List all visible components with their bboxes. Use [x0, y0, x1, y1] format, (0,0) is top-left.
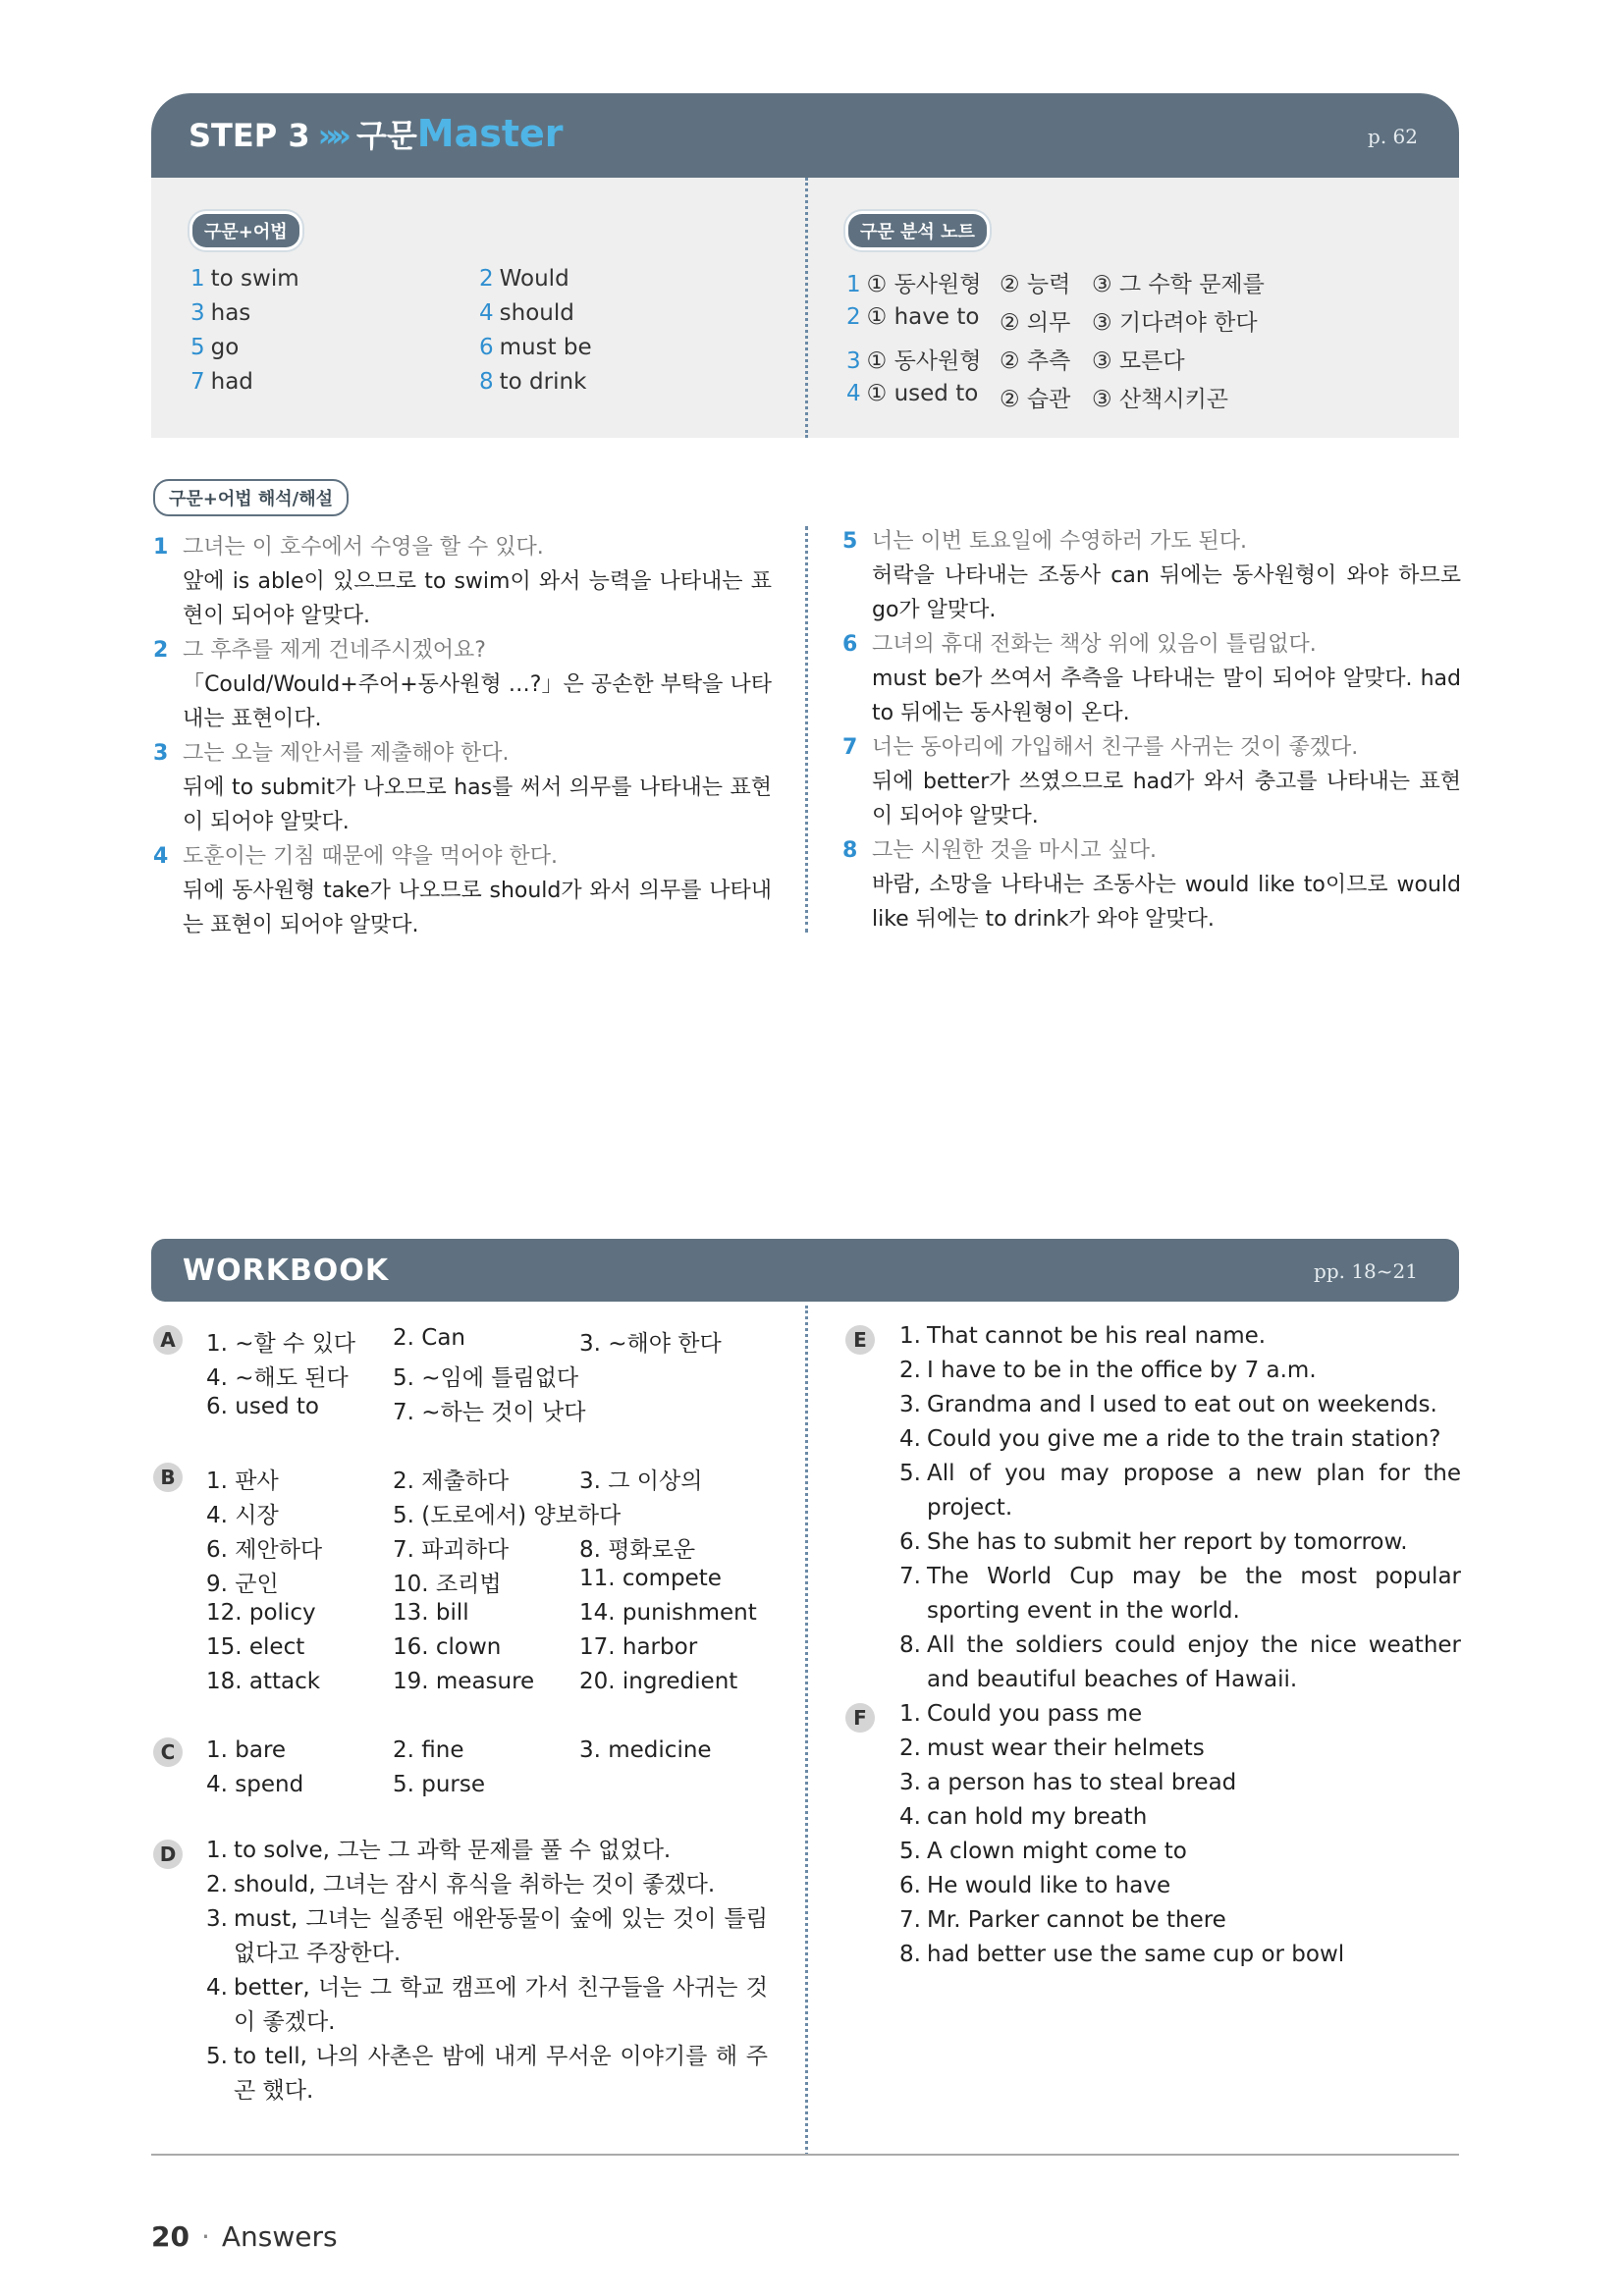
list-item: 2. should, 그녀는 잠시 휴식을 취하는 것이 좋겠다.: [206, 1872, 716, 1897]
list-item: 5. to tell, 나의 사촌은 밤에 내게 무서운 이야기를 해 주곤 했다.: [206, 2044, 768, 2104]
section-a-answer: 1. ~할 수 있다: [206, 1331, 356, 1357]
section-b-answer: 5. (도로에서) 양보하다: [393, 1503, 622, 1528]
analysis-row: 1 ① 동사원형: [846, 272, 982, 297]
page-number: 20: [151, 2220, 189, 2253]
list-item: 3. must, 그녀는 실종된 애완동물이 숲에 있는 것이 틀림없다고 주장한다.: [206, 1906, 768, 1966]
section-b-answer: 20. ingredient: [579, 1669, 738, 1694]
list-item: 1. That cannot be his real name.: [899, 1323, 1267, 1349]
section-b-answer: 19. measure: [393, 1669, 535, 1694]
section-c-answer: 2. fine: [393, 1737, 464, 1763]
section-b-marker: B: [153, 1463, 183, 1492]
grammar-answer: 2 Would: [479, 266, 569, 292]
section-d-list: [206, 1834, 768, 2109]
section-b-answer: 9. 군인: [206, 1572, 279, 1597]
section-b-answer: 17. harbor: [579, 1634, 698, 1660]
list-item: 1. to solve, 그는 그 과학 문제를 풀 수 없었다.: [206, 1838, 672, 1863]
section-e-marker: E: [845, 1325, 875, 1355]
double-chevron-icon: »»: [317, 117, 345, 154]
list-item: 4. better, 너는 그 학교 캠프에 가서 친구들을 사귀는 것이 좋겠다.: [206, 1975, 768, 2035]
step-label: STEP 3: [189, 117, 310, 154]
analysis-row: ③ 기다려야 한다: [1092, 310, 1258, 336]
section-d-marker: D: [153, 1840, 183, 1869]
step3-page-ref: p. 62: [1368, 125, 1418, 148]
explanation-badge: 구문+어법 해석/해설: [153, 479, 349, 516]
explanations-right: [842, 524, 1461, 936]
summary-divider: [805, 178, 808, 438]
explanation-divider: [805, 526, 808, 933]
list-item: 2. I have to be in the office by 7 a.m.: [899, 1358, 1317, 1383]
analysis-row: 4 ① used to: [846, 381, 979, 406]
list-item: 2. must wear their helmets: [899, 1735, 1205, 1761]
footer-section: Answers: [221, 2220, 338, 2253]
step-title-en: Master: [416, 112, 564, 155]
section-f-marker: F: [845, 1703, 875, 1733]
list-item: 3. a person has to steal bread: [899, 1770, 1237, 1795]
list-item: 5. A clown might come to: [899, 1839, 1187, 1864]
list-item: 6. She has to submit her report by tomorrow.: [899, 1529, 1408, 1555]
section-b-answer: 8. 평화로운: [579, 1537, 696, 1563]
section-b-answer: 14. punishment: [579, 1600, 757, 1626]
explanation-item: 1 그녀는 이 호수에서 수영을 할 수 있다. 앞에 is able이 있으므로 to swim이 와서 능력을 나타내는 표현이 되어야 알맞다.: [153, 535, 772, 628]
section-a-answer: 7. ~하는 것이 낫다: [393, 1400, 586, 1425]
section-b-answer: 1. 판사: [206, 1468, 279, 1494]
section-b-answer: 10. 조리법: [393, 1572, 502, 1597]
section-c-marker: C: [153, 1737, 183, 1767]
grammar-answer: 3 has: [190, 300, 251, 326]
list-item: 1. Could you pass me: [899, 1701, 1143, 1727]
explanation-item: 7 너는 동아리에 가입해서 친구를 사귀는 것이 좋겠다. 뒤에 better가 쓰였으므로 had가 와서 충고를 나타내는 표현이 되어야 알맞다.: [842, 735, 1461, 828]
grammar-answer: 4 should: [479, 300, 574, 326]
analysis-row: ③ 산책시키곤: [1092, 387, 1229, 412]
grammar-answer: 5 go: [190, 335, 240, 360]
analysis-row: ③ 그 수학 문제를: [1092, 272, 1265, 297]
section-f-list: [899, 1697, 1461, 1972]
list-item: 4. can hold my breath: [899, 1804, 1148, 1830]
section-e-list: [899, 1319, 1461, 1697]
footer-rule: [151, 2154, 1459, 2156]
section-b-answer: 6. 제안하다: [206, 1537, 323, 1563]
analysis-badge: 구문 분석 노트: [848, 214, 987, 247]
section-a-answer: 6. used to: [206, 1394, 319, 1419]
step3-title: [189, 111, 564, 156]
section-c-answer: 1. bare: [206, 1737, 287, 1763]
section-a-answer: 4. ~해도 된다: [206, 1365, 349, 1391]
analysis-row: ② 능력: [1000, 272, 1071, 297]
list-item: 4. Could you give me a ride to the train station?: [899, 1426, 1441, 1452]
grammar-badge: 구문+어법: [192, 214, 299, 247]
list-item: 8. All the soldiers could enjoy the nice weather and beautiful beaches of Hawaii.: [899, 1632, 1461, 1692]
explanation-item: 5 너는 이번 토요일에 수영하러 가도 된다. 허락을 나타내는 조동사 can 뒤에는 동사원형이 와야 하므로 go가 알맞다.: [842, 529, 1461, 622]
explanation-item: 4 도훈이는 기침 때문에 약을 먹어야 한다. 뒤에 동사원형 take가 나오므로 should가 와서 의무를 나타내는 표현이 되어야 알맞다.: [153, 844, 772, 937]
analysis-row: ② 의무: [1000, 310, 1071, 336]
workbook-title: WORKBOOK: [183, 1254, 390, 1288]
section-a-marker: A: [153, 1325, 183, 1355]
grammar-answer: 8 to drink: [479, 369, 587, 395]
analysis-row: ② 습관: [1000, 387, 1071, 412]
list-item: 7. Mr. Parker cannot be there: [899, 1907, 1226, 1933]
section-a-answer: 5. ~임에 틀림없다: [393, 1365, 579, 1391]
section-b-answer: 7. 파괴하다: [393, 1537, 510, 1563]
list-item: 7. The World Cup may be the most popular sporting event in the world.: [899, 1564, 1461, 1624]
list-item: 3. Grandma and I used to eat out on weekends.: [899, 1392, 1437, 1417]
workbook-header: [151, 1239, 1459, 1302]
section-b-answer: 4. 시장: [206, 1503, 279, 1528]
section-b-answer: 2. 제출하다: [393, 1468, 510, 1494]
analysis-row: ③ 모른다: [1092, 348, 1185, 374]
analysis-row: ② 추측: [1000, 348, 1071, 374]
section-c-answer: 5. purse: [393, 1772, 486, 1797]
list-item: 6. He would like to have: [899, 1873, 1171, 1898]
section-b-answer: 18. attack: [206, 1669, 321, 1694]
grammar-answer: 6 must be: [479, 335, 592, 360]
explanation-item: 6 그녀의 휴대 전화는 책상 위에 있음이 틀림없다. must be가 쓰여서 추측을 나타내는 말이 되어야 알맞다. had to 뒤에는 동사원형이 온다.: [842, 632, 1461, 725]
step-title-ko: 구문: [355, 117, 417, 154]
page-footer: [151, 2220, 338, 2253]
explanation-item: 3 그는 오늘 제안서를 제출해야 한다. 뒤에 to submit가 나오므로 has를 써서 의무를 나타내는 표현이 되어야 알맞다.: [153, 741, 772, 834]
analysis-row: 3 ① 동사원형: [846, 348, 982, 374]
workbook-page-ref: pp. 18~21: [1314, 1259, 1418, 1283]
explanation-item: 2 그 후추를 제게 건네주시겠어요? 「Could/Would+주어+동사원형 …?」은 공손한 부탁을 나타내는 표현이다.: [153, 638, 772, 731]
section-b-answer: 3. 그 이상의: [579, 1468, 703, 1494]
step3-header: [151, 93, 1459, 178]
section-b-answer: 16. clown: [393, 1634, 502, 1660]
list-item: 8. had better use the same cup or bowl: [899, 1942, 1345, 1967]
section-a-answer: 3. ~해야 한다: [579, 1331, 722, 1357]
explanation-item: 8 그는 시원한 것을 마시고 싶다. 바람, 소망을 나타내는 조동사는 would like to이므로 would like 뒤에는 to drink가 와야 알맞다.: [842, 838, 1461, 932]
section-c-answer: 4. spend: [206, 1772, 304, 1797]
grammar-answer: 1 to swim: [190, 266, 299, 292]
section-b-answer: 15. elect: [206, 1634, 305, 1660]
list-item: 5. All of you may propose a new plan for the project.: [899, 1461, 1461, 1521]
section-b-answer: 13. bill: [393, 1600, 469, 1626]
workbook-divider: [805, 1306, 808, 2156]
section-b-answer: 11. compete: [579, 1566, 722, 1591]
section-a-answer: 2. Can: [393, 1325, 465, 1351]
analysis-row: 2 ① have to: [846, 304, 980, 330]
section-b-answer: 12. policy: [206, 1600, 316, 1626]
section-c-answer: 3. medicine: [579, 1737, 712, 1763]
grammar-answer: 7 had: [190, 369, 253, 395]
explanations-left: [153, 530, 772, 942]
footer-separator: ·: [200, 2220, 210, 2253]
